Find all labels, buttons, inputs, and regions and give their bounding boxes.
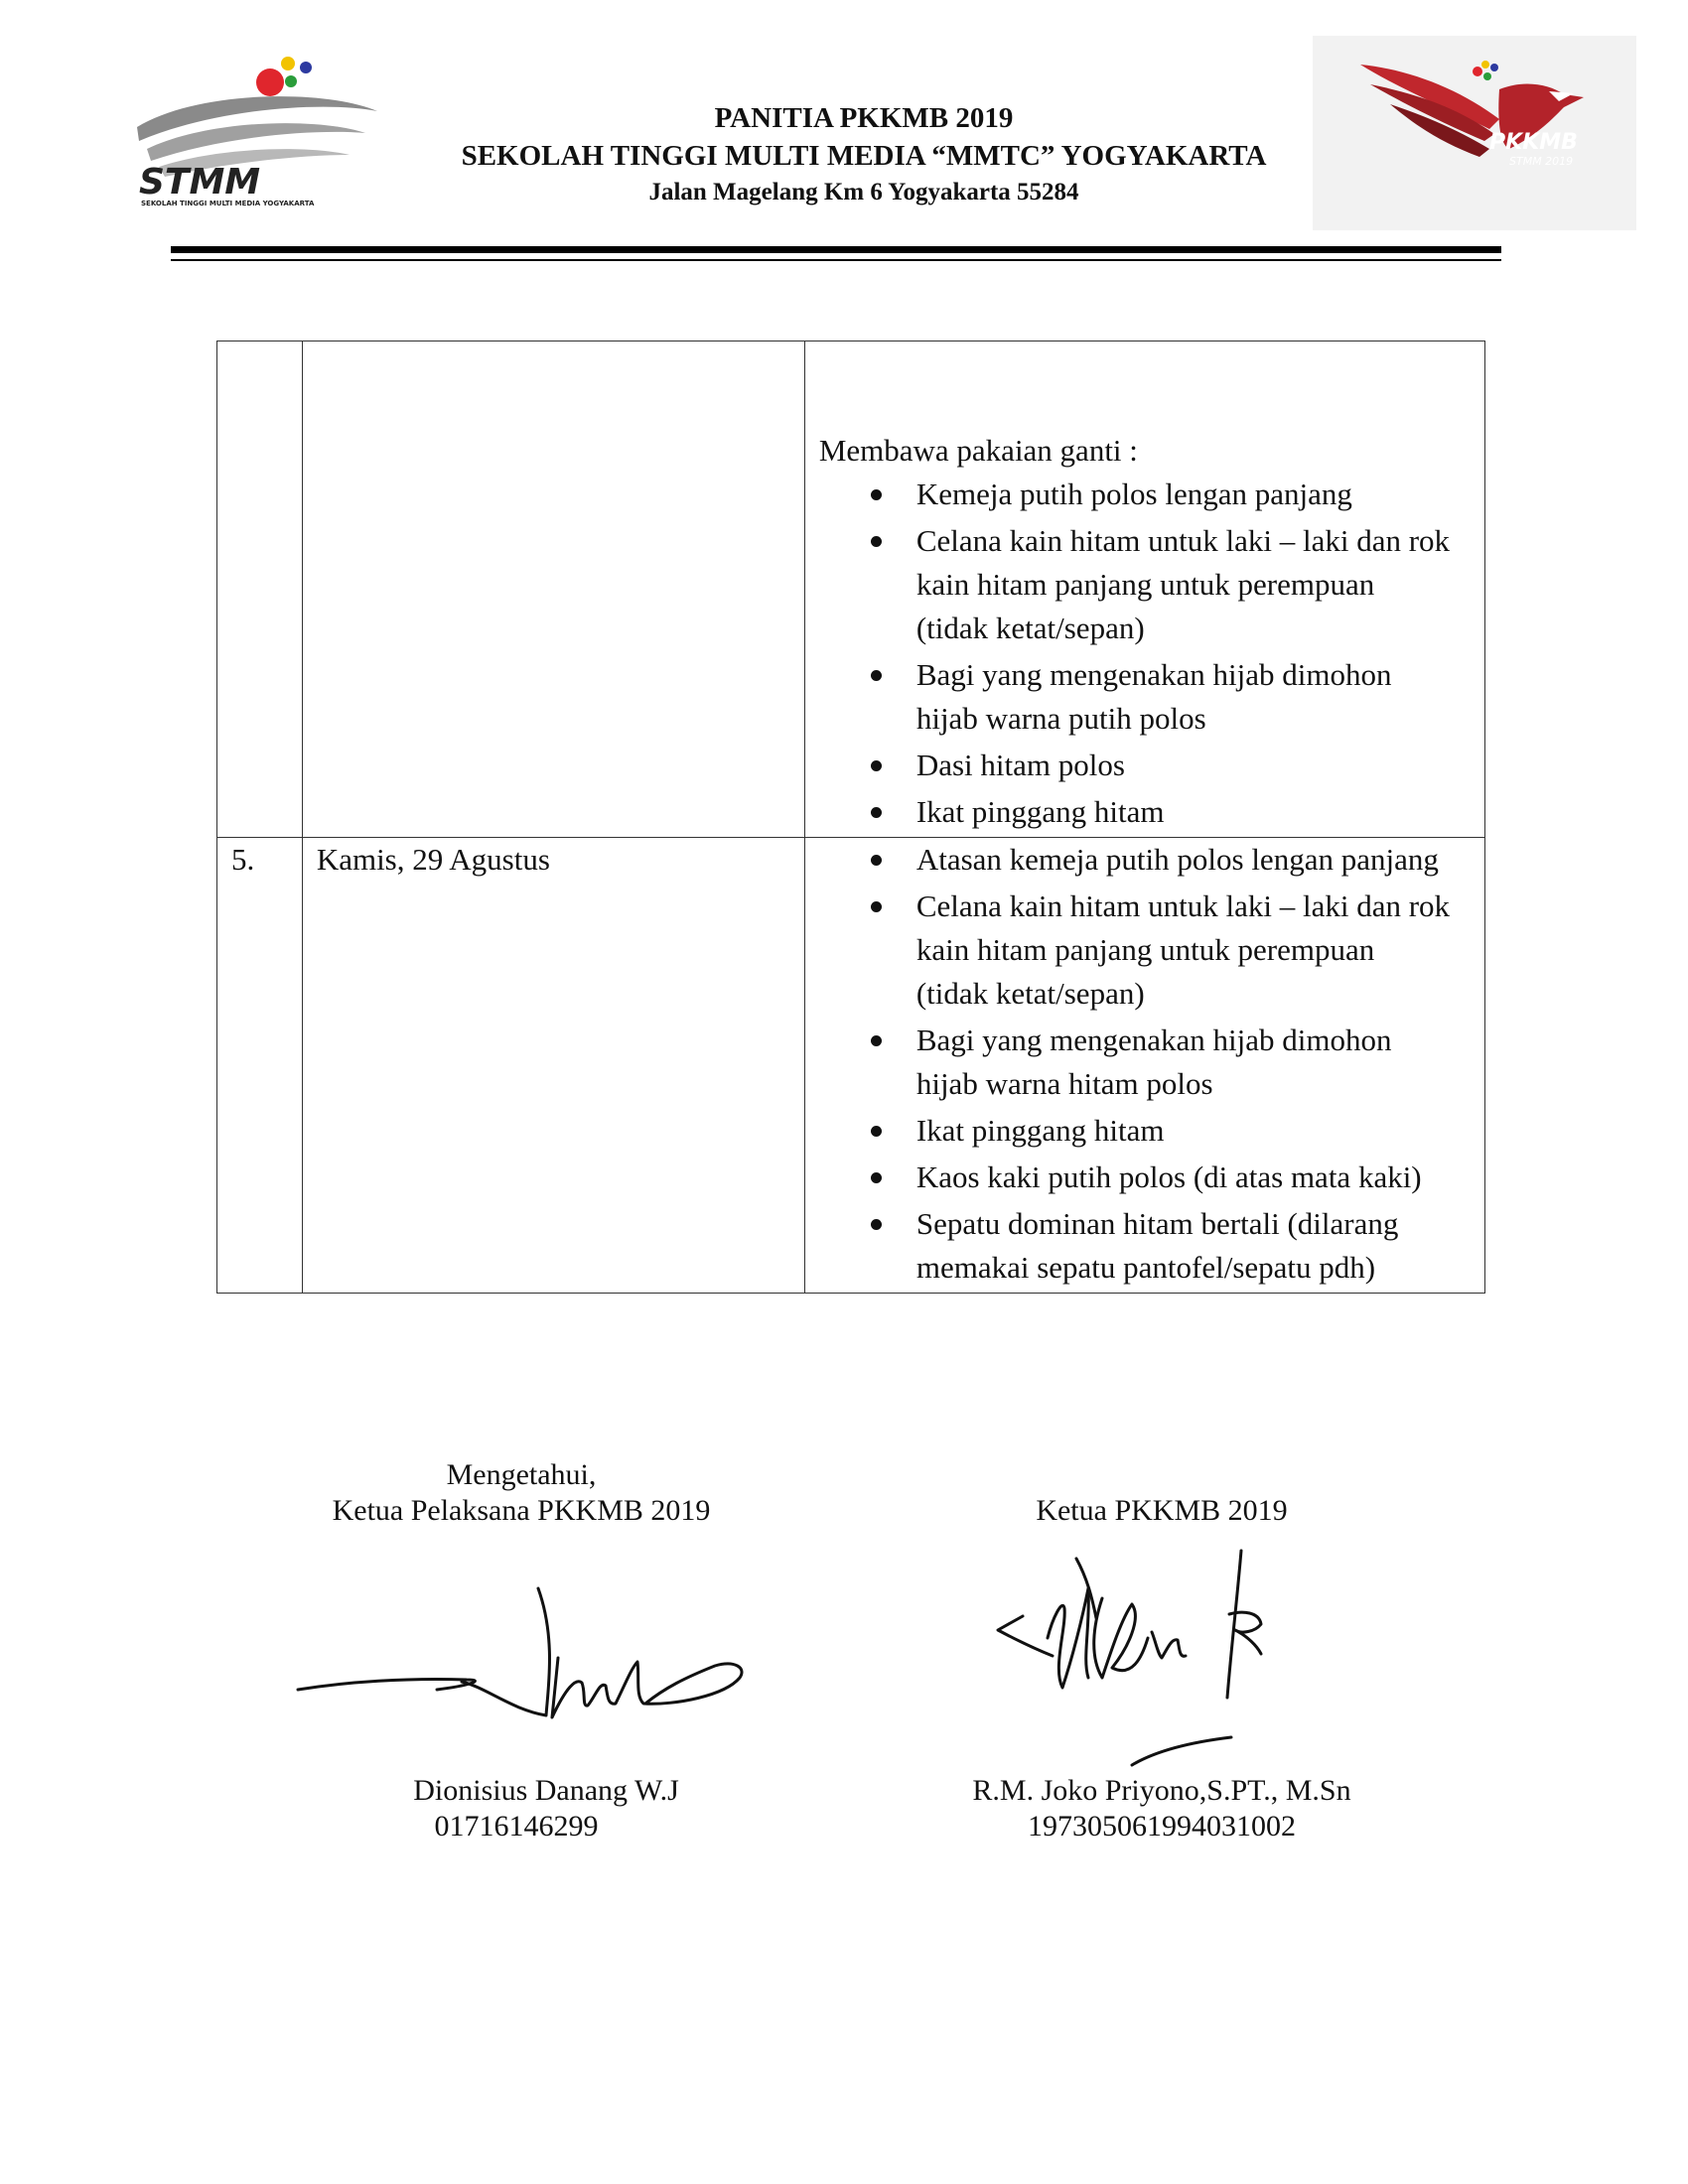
bullet-icon — [871, 901, 882, 912]
table-row — [217, 341, 1485, 838]
bullet-icon — [871, 760, 882, 771]
bullet-icon — [871, 536, 882, 547]
right-signatory — [933, 1773, 1390, 1844]
row-day-cell: Kamis, 29 Agustus — [302, 838, 804, 1294]
list-item: Celana kain hitam untuk laki – laki dan rok kain hitam panjang untuk perempuan (tidak ketat/sepan) — [805, 885, 1471, 1016]
svg-text:STMM 2019: STMM 2019 — [1509, 155, 1574, 168]
list-item: Sepatu dominan hitam bertali (dilarang memakai sepatu pantofel/sepatu pdh) — [805, 1202, 1471, 1290]
pkkmb-logo — [1350, 50, 1618, 189]
left-signature — [288, 1578, 745, 1727]
bullet-icon — [871, 1219, 882, 1230]
header-divider-thin — [171, 259, 1501, 261]
stmm-logo — [129, 50, 387, 208]
left-signatory-name: Dionisius Danang W.J — [413, 1774, 679, 1807]
acknowledged-label: Mengetahui, — [446, 1458, 597, 1491]
list-item: Bagi yang mengenakan hijab dimohon hijab warna hitam polos — [805, 1019, 1471, 1106]
right-signatory-id: 197305061994031002 — [1028, 1810, 1296, 1843]
dress-code-table — [216, 341, 1485, 1294]
bullet-icon — [871, 855, 882, 866]
bullet-icon — [871, 489, 882, 500]
svg-text:STMM: STMM — [139, 162, 261, 203]
row-number-cell — [217, 341, 303, 838]
item-list — [805, 473, 1471, 834]
letterhead — [417, 99, 1311, 210]
list-item: Kemeja putih polos lengan panjang — [805, 473, 1471, 516]
bullet-icon — [871, 1172, 882, 1183]
bullet-icon — [871, 1126, 882, 1137]
list-item: Bagi yang mengenakan hijab dimohon hijab warna putih polos — [805, 653, 1471, 741]
table-row — [217, 838, 1485, 1294]
institution-address: Jalan Magelang Km 6 Yogyakarta 55284 — [648, 179, 1079, 205]
svg-text:SEKOLAH TINGGI MULTI MEDIA YOG: SEKOLAH TINGGI MULTI MEDIA YOGYAKARTA — [141, 200, 315, 207]
left-signatory-id: 01716146299 — [434, 1810, 599, 1843]
row-items-cell — [804, 838, 1484, 1294]
right-signatory-name: R.M. Joko Priyono,S.PT., M.Sn — [972, 1774, 1351, 1807]
right-signature — [993, 1539, 1350, 1767]
svg-text:PKKMB: PKKMB — [1489, 130, 1578, 155]
row-items-cell — [804, 341, 1484, 838]
list-item: Dasi hitam polos — [805, 744, 1471, 787]
left-signatory — [338, 1773, 755, 1844]
left-signatory-role: Ketua Pelaksana PKKMB 2019 — [332, 1494, 711, 1527]
list-item: Ikat pinggang hitam — [805, 1109, 1471, 1153]
item-list — [805, 838, 1471, 1290]
header-divider-thick — [171, 246, 1501, 253]
row-day-cell — [302, 341, 804, 838]
institution-name: SEKOLAH TINGGI MULTI MEDIA “MMTC” YOGYAKARTA — [461, 140, 1267, 172]
change-clothes-intro: Membawa pakaian ganti : — [818, 433, 1138, 468]
list-item: Celana kain hitam untuk laki – laki dan rok kain hitam panjang untuk perempuan (tidak ketat/sepan) — [805, 519, 1471, 650]
right-signatory-role: Ketua PKKMB 2019 — [1036, 1494, 1288, 1527]
left-signatory-header — [298, 1457, 745, 1529]
row-number-cell: 5. — [217, 838, 303, 1294]
list-item: Kaos kaki putih polos (di atas mata kaki) — [805, 1156, 1471, 1199]
list-item: Ikat pinggang hitam — [805, 790, 1471, 834]
bullet-icon — [871, 670, 882, 681]
bullet-icon — [871, 807, 882, 818]
list-item: Atasan kemeja putih polos lengan panjang — [805, 838, 1471, 882]
bullet-icon — [871, 1035, 882, 1046]
committee-title: PANITIA PKKMB 2019 — [714, 102, 1014, 134]
